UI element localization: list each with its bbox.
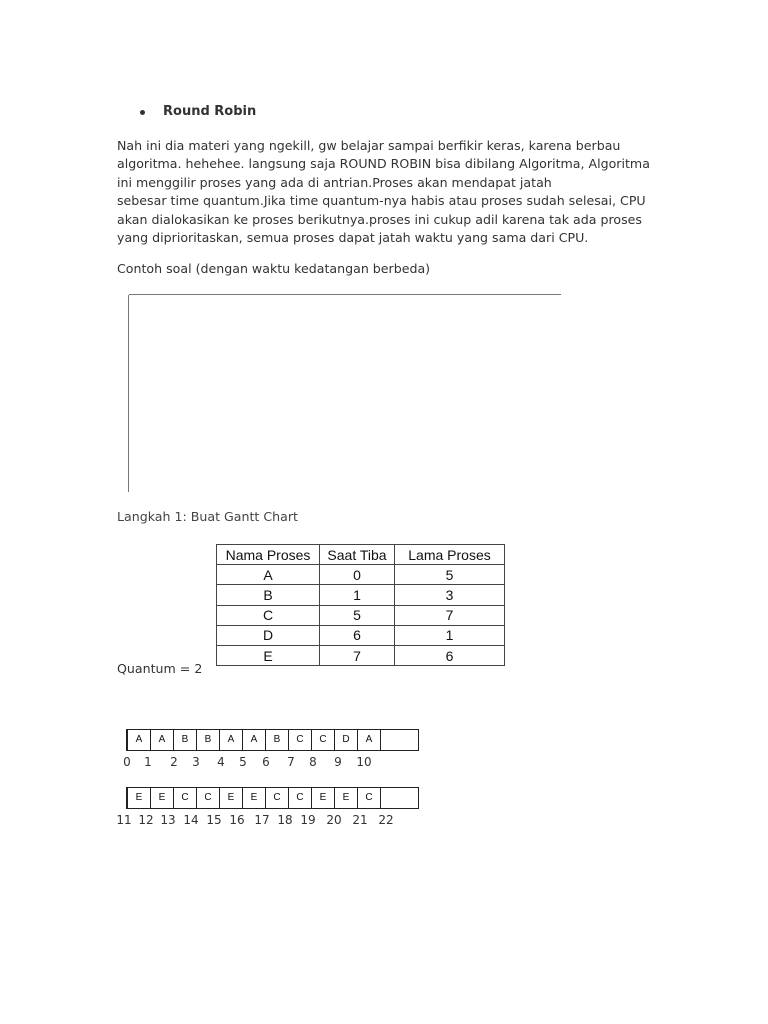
gantt-tick: 7 (287, 755, 295, 769)
paragraph-line: ini menggilir proses yang ada di antrian.Proses akan mendapat jatah (117, 174, 552, 190)
gantt-tick: 20 (326, 813, 342, 827)
bullet-icon (140, 110, 145, 115)
table-row (217, 625, 505, 645)
table-cell: 3 (395, 585, 505, 605)
gantt-cell: A (128, 730, 151, 750)
table-cell: 6 (320, 625, 395, 645)
gantt-cell: E (151, 788, 174, 808)
gantt-tick: 11 (116, 813, 132, 827)
gantt-tick: 17 (254, 813, 270, 827)
step-label: Langkah 1: Buat Gantt Chart (117, 509, 298, 524)
gantt-cell: E (335, 788, 358, 808)
gantt-cell: B (197, 730, 220, 750)
gantt-tick: 5 (239, 755, 247, 769)
gantt-cell: B (174, 730, 197, 750)
table-header: Lama Proses (395, 545, 505, 565)
paragraph-line: sebesar time quantum.Jika time quantum-nya habis atau proses sudah selesai, CPU (117, 193, 646, 209)
gantt-tick: 1 (144, 755, 152, 769)
gantt-cell: C (312, 730, 335, 750)
image-frame-top-border (129, 294, 561, 295)
gantt-cell: E (312, 788, 335, 808)
gantt-tick: 8 (309, 755, 317, 769)
table-cell: 0 (320, 565, 395, 585)
table-cell: 7 (320, 645, 395, 665)
gantt-cell: E (128, 788, 151, 808)
gantt-row-2 (126, 787, 419, 809)
gantt-cell (381, 730, 418, 750)
gantt-cell: C (174, 788, 197, 808)
gantt-tick: 9 (334, 755, 342, 769)
table-row (217, 645, 505, 665)
gantt-tick: 4 (217, 755, 225, 769)
paragraph-line: akan dialokasikan ke proses berikutnya.proses ini cukup adil karena tak ada proses (117, 211, 642, 227)
gantt-cell (381, 788, 418, 808)
gantt-tick: 12 (138, 813, 154, 827)
gantt-tick: 16 (229, 813, 245, 827)
gantt-cell: C (358, 788, 381, 808)
table-cell: 1 (395, 625, 505, 645)
image-frame-left-border (128, 295, 129, 492)
paragraph-line: Nah ini dia materi yang ngekill, gw belajar sampai berfikir keras, karena berbau (117, 138, 621, 153)
table-header-row (217, 545, 505, 565)
table-header: Nama Proses (217, 545, 320, 565)
table-cell: B (217, 585, 320, 605)
example-label: Contoh soal (dengan waktu kedatangan berbeda) (117, 261, 431, 276)
gantt-tick: 14 (183, 813, 199, 827)
table-cell: 6 (395, 645, 505, 665)
table-cell: A (217, 565, 320, 585)
table-cell: 7 (395, 605, 505, 625)
intro-paragraph (117, 137, 657, 247)
gantt-tick: 2 (170, 755, 178, 769)
table-cell: C (217, 605, 320, 625)
gantt-cell: A (243, 730, 266, 750)
gantt-cell: E (243, 788, 266, 808)
paragraph-line: algoritma. hehehee. langsung saja ROUND ROBIN bisa dibilang Algoritma, Algoritma (117, 156, 650, 172)
gantt-cell: C (289, 730, 312, 750)
gantt-tick: 21 (352, 813, 368, 827)
table-row (217, 565, 505, 585)
gantt-tick: 0 (123, 755, 131, 769)
gantt-tick: 19 (300, 813, 316, 827)
gantt-tick: 18 (277, 813, 293, 827)
gantt-cell: D (335, 730, 358, 750)
table-row (217, 585, 505, 605)
gantt-cell: B (266, 730, 289, 750)
table-cell: 5 (320, 605, 395, 625)
quantum-label: Quantum = 2 (117, 661, 203, 676)
gantt-tick: 3 (192, 755, 200, 769)
gantt-tick: 13 (160, 813, 176, 827)
gantt-cell: A (220, 730, 243, 750)
gantt-cell: C (197, 788, 220, 808)
gantt-tick: 10 (356, 755, 372, 769)
gantt-row-1 (126, 729, 419, 751)
table-cell: 1 (320, 585, 395, 605)
gantt-cell: A (151, 730, 174, 750)
table-row (217, 605, 505, 625)
gantt-tick: 15 (206, 813, 222, 827)
gantt-cell: A (358, 730, 381, 750)
gantt-cell: E (220, 788, 243, 808)
gantt-tick: 22 (378, 813, 394, 827)
table-header: Saat Tiba (320, 545, 395, 565)
gantt-cell: C (266, 788, 289, 808)
table-cell: 5 (395, 565, 505, 585)
table-cell: D (217, 625, 320, 645)
gantt-tick: 6 (262, 755, 270, 769)
gantt-cell: C (289, 788, 312, 808)
table-cell: E (217, 645, 320, 665)
paragraph-line: yang diprioritaskan, semua proses dapat jatah waktu yang sama dari CPU. (117, 230, 589, 246)
process-table (216, 544, 505, 666)
section-heading: Round Robin (163, 104, 257, 119)
